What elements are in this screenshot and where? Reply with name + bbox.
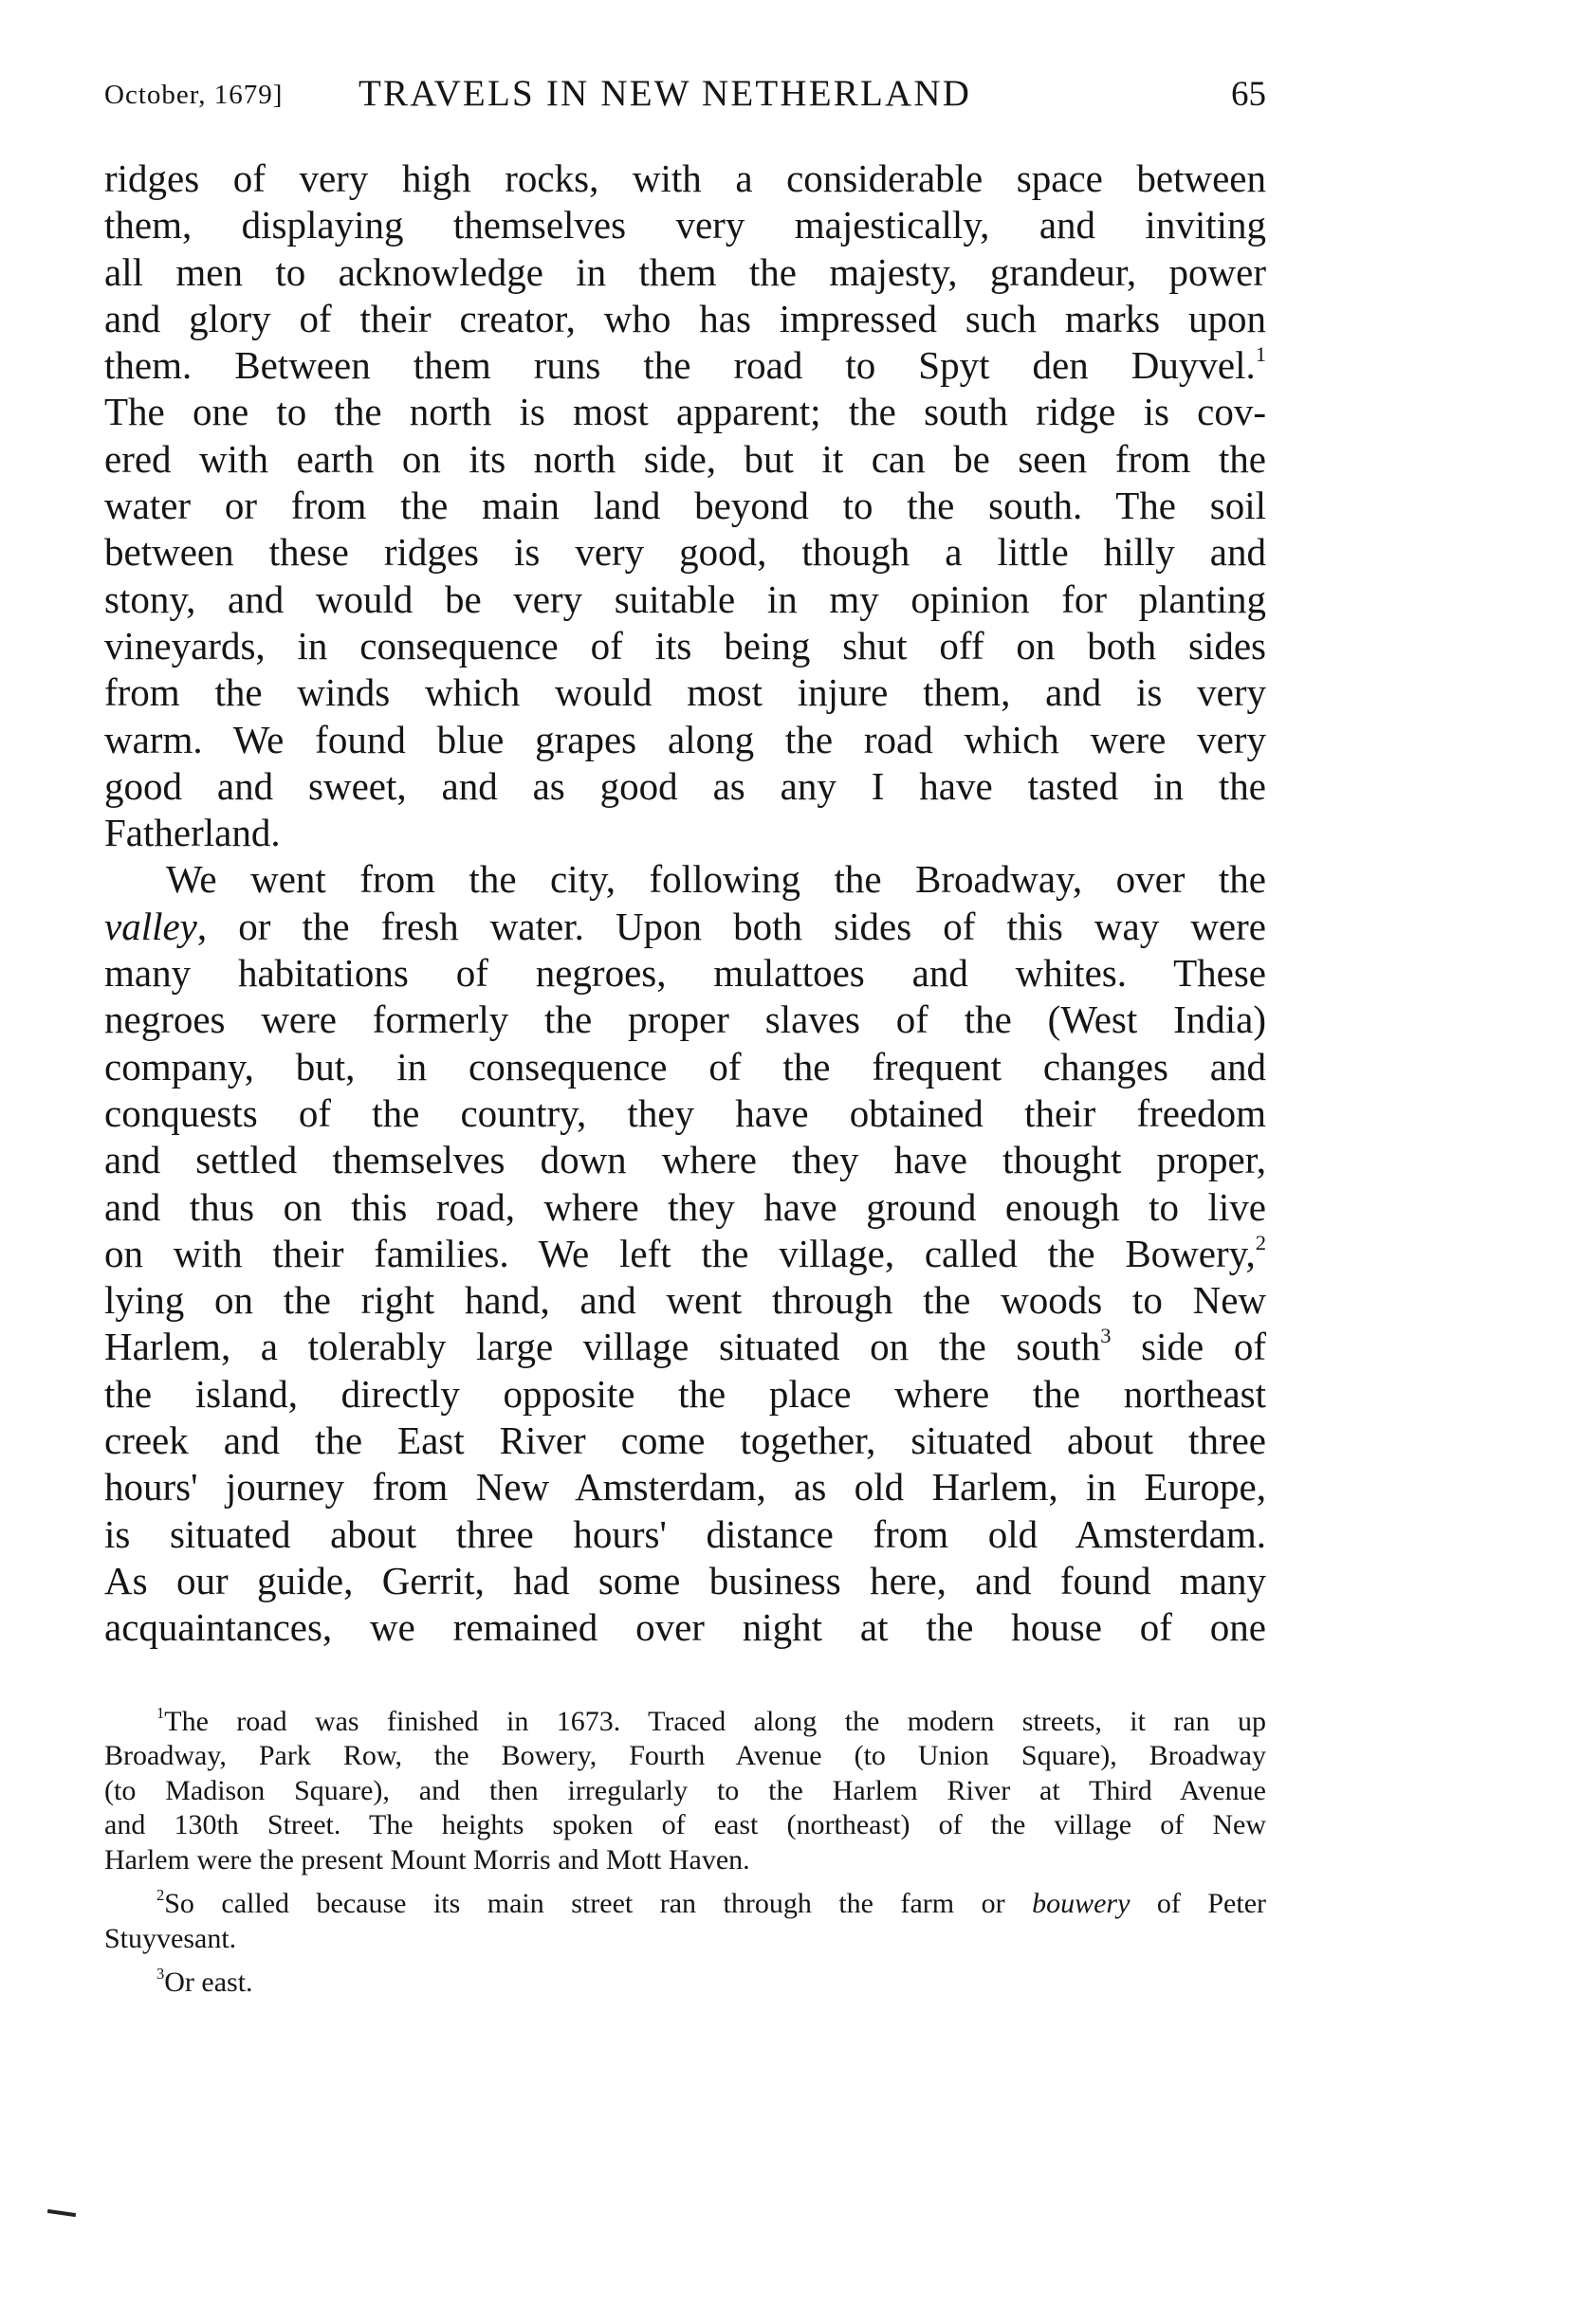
text-line: from the winds which would most injure them, and is very — [104, 670, 1266, 715]
text-segment: Harlem, a tolerably large village situated on the south — [104, 1325, 1101, 1369]
text-line: creek and the East River come together, situated about three — [104, 1418, 1266, 1463]
text-segment: side of — [1111, 1325, 1266, 1369]
footnote-reference: 1 — [1255, 342, 1266, 367]
text-line: the island, directly opposite the place where the northeast — [104, 1371, 1266, 1416]
text-line: As our guide, Gerrit, had some business here, and found many — [104, 1558, 1266, 1602]
footnote-mark: 2 — [156, 1885, 165, 1904]
footnotes — [104, 1705, 1266, 2001]
paragraph-start-line: We went from the city, following the Broadway, over the — [166, 857, 1266, 902]
footnote-text: The road was finished in 1673. Traced along the modern streets, it ran up — [164, 1705, 1266, 1737]
text-line: stony, and would be very suitable in my opinion for planting — [104, 576, 1266, 621]
text-line: vineyards, in consequence of its being shut off on both sides — [104, 623, 1266, 668]
footnote-1-line: and 130th Street. The heights spoken of east (northeast) of the village of New — [104, 1809, 1266, 1840]
footnote-text: Or east. — [164, 1967, 253, 1998]
footnote-2-line: Stuyvesant. — [104, 1922, 237, 1954]
footnote-reference: 2 — [1255, 1230, 1266, 1254]
text-line: warm. We found blue grapes along the road which were very — [104, 717, 1266, 761]
footnote-1-line: Harlem were the present Mount Morris and Mott Haven. — [104, 1843, 750, 1876]
page-number: 65 — [1231, 75, 1266, 114]
text-line: water or from the main land beyond to the south. The soil — [104, 484, 1266, 528]
text-line: many habitations of negroes, mulattoes and whites. These — [104, 951, 1266, 996]
footnote-2-line — [104, 1887, 1266, 1922]
text-line: all men to acknowledge in them the majesty, grandeur, power — [104, 249, 1266, 294]
text-segment: , or the fresh water. Upon both sides of this way were — [196, 904, 1266, 948]
footnote-text: So called because its main street ran through the farm or — [164, 1888, 1033, 1919]
text-line — [104, 1231, 1266, 1277]
text-line: and thus on this road, where they have ground enough to live — [104, 1184, 1266, 1229]
text-line: acquaintances, we remained over night at the house of one — [104, 1605, 1266, 1650]
running-head-date: October, 1679] — [104, 80, 284, 110]
body-text — [104, 156, 1266, 1652]
text-line: and glory of their creator, who has impressed such marks upon — [104, 296, 1266, 340]
text-line: hours' journey from New Amsterdam, as old Harlem, in Europe, — [104, 1465, 1266, 1510]
text-line: ered with earth on its north side, but it can be seen from the — [104, 436, 1266, 481]
text-line: and settled themselves down where they have thought proper, — [104, 1138, 1266, 1182]
footnote-1-line: Broadway, Park Row, the Bowery, Fourth Avenue (to Union Square), Broadway — [104, 1740, 1266, 1771]
text-line: is situated about three hours' distance from old Amsterdam. — [104, 1511, 1266, 1556]
running-head — [104, 66, 1266, 133]
book-page — [104, 66, 1266, 2001]
text-line: Fatherland. — [104, 811, 281, 855]
footnote-1-line: (to Madison Square), and then irregularly to the Harlem River at Third Avenue — [104, 1774, 1266, 1806]
text-line: negroes were formerly the proper slaves of the (West India) — [104, 997, 1266, 1042]
text-line — [104, 1324, 1266, 1370]
text-line — [104, 904, 1266, 950]
text-line: between these ridges is very good, though a little hilly and — [104, 530, 1266, 575]
footnote-mark: 3 — [156, 1964, 165, 1983]
text-segment: them. Between them runs the road to Spyt den Duyvel. — [104, 343, 1256, 388]
text-line: company, but, in consequence of the frequent changes and — [104, 1044, 1266, 1089]
italic-word: bouwery — [1032, 1888, 1131, 1919]
text-line: conquests of the country, they have obtained their freedom — [104, 1090, 1266, 1135]
text-segment: on with their families. We left the village, called the Bowery, — [104, 1231, 1256, 1275]
footnote-mark: 1 — [156, 1703, 165, 1722]
footnote-1-line — [104, 1705, 1266, 1740]
footnote-text: of Peter — [1130, 1888, 1266, 1919]
text-line: lying on the right hand, and went through the woods to New — [104, 1278, 1266, 1323]
italic-word: valley — [104, 904, 197, 948]
text-line: good and sweet, and as good as any I have tasted in the — [104, 763, 1266, 808]
footnote-3-line — [104, 1966, 1266, 2001]
text-line: The one to the north is most apparent; the south ridge is cov- — [104, 390, 1266, 434]
text-line: them, displaying themselves very majestically, and inviting — [104, 203, 1266, 247]
running-head-title: TRAVELS IN NEW NETHERLAND — [358, 73, 972, 114]
print-mark — [47, 2209, 76, 2217]
text-line: ridges of very high rocks, with a considerable space between — [104, 156, 1266, 200]
text-line — [104, 342, 1266, 389]
footnote-reference: 3 — [1100, 1324, 1112, 1348]
